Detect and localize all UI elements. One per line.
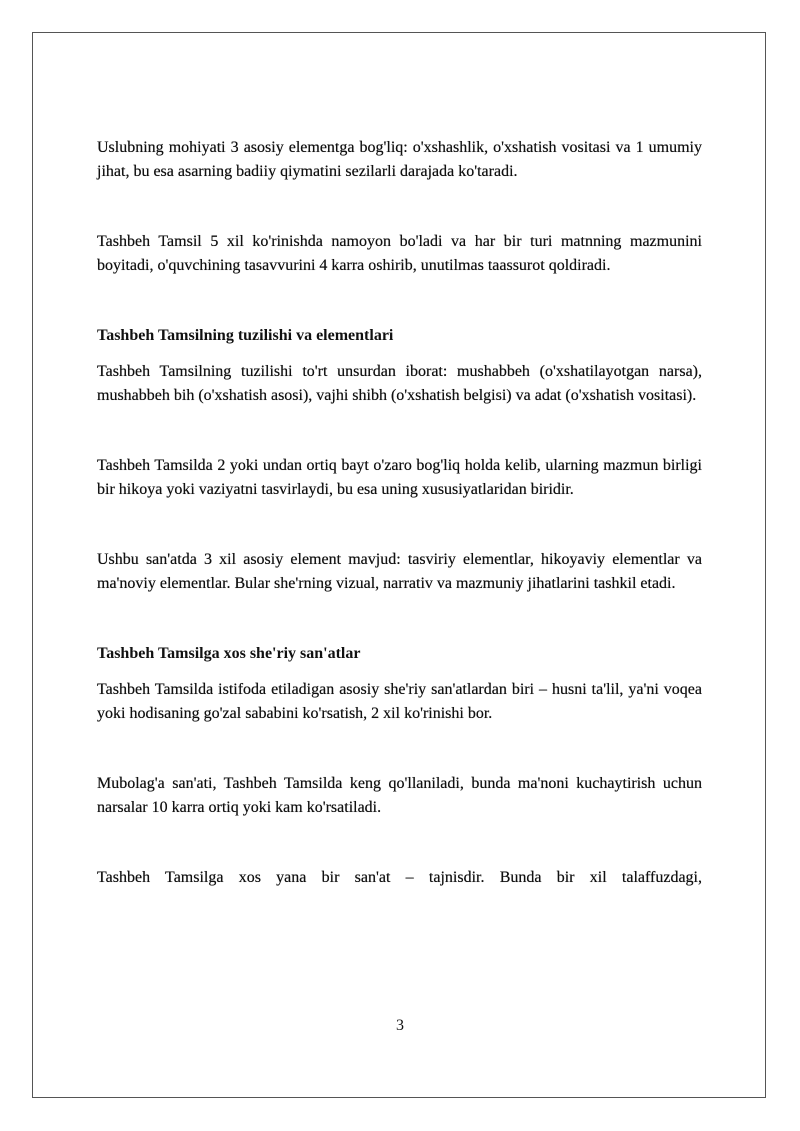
section-heading-structure: Tashbeh Tamsilning tuzilishi va elementlari bbox=[97, 327, 394, 344]
paragraph-7: Mubolag'a san'ati, Tashbeh Tamsilda keng qo'llaniladi, bunda ma'noni kuchaytirish uchun narsalar 10 karra ortiq yoki kam ko'rsatiladi. bbox=[97, 775, 702, 816]
page-number: 3 bbox=[396, 1017, 404, 1034]
paragraph-8: Tashbeh Tamsilga xos yana bir san'at – tajnisdir. Bunda bir xil talaffuzdagi, bbox=[97, 869, 702, 886]
paragraph-4: Tashbeh Tamsilda 2 yoki undan ortiq bayt o'zaro bog'liq holda kelib, ularning mazmun birligi bir hikoya yoki vaziyatni tasvirlaydi, bu esa uning xususiyatlaridan biridir. bbox=[97, 457, 702, 498]
section-heading-arts: Tashbeh Tamsilga xos she'riy san'atlar bbox=[97, 645, 361, 662]
paragraph-5: Ushbu san'atda 3 xil asosiy element mavjud: tasviriy elementlar, hikoyaviy elementlar va ma'noviy elementlar. Bular she'rning vizual, narrativ va mazmuniy jihatlarini tashkil etadi. bbox=[97, 551, 702, 592]
paragraph-1: Uslubning mohiyati 3 asosiy elementga bog'liq: o'xshashlik, o'xshatish vositasi va 1 umumiy jihat, bu esa asarning badiiy qiymatini sezilarli darajada ko'taradi. bbox=[97, 139, 702, 180]
document-body bbox=[97, 136, 702, 890]
paragraph-6: Tashbeh Tamsilda istifoda etiladigan asosiy she'riy san'atlardan biri – husni ta'lil, ya'ni voqea yoki hodisaning go'zal sababini ko'rsatish, 2 xil ko'rinishi bor. bbox=[97, 681, 702, 722]
paragraph-2: Tashbeh Tamsil 5 xil ko'rinishda namoyon bo'ladi va har bir turi matnning mazmunini boyitadi, o'quvchining tasavvurini 4 karra oshirib, unutilmas taassurot qoldiradi. bbox=[97, 233, 702, 274]
paragraph-3: Tashbeh Tamsilning tuzilishi to'rt unsurdan iborat: mushabbeh (o'xshatilayotgan narsa), mushabbeh bih (o'xshatish asosi), vajhi shibh (o'xshatish belgisi) va adat (o'xshatish vositasi). bbox=[97, 363, 702, 404]
